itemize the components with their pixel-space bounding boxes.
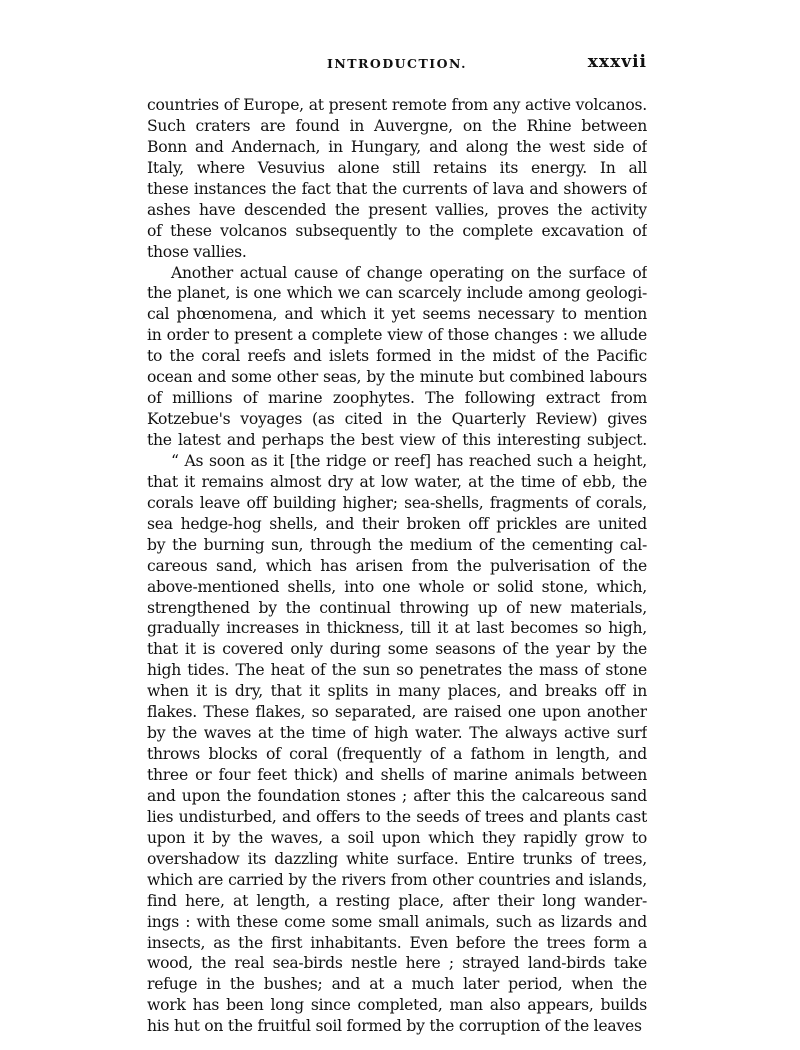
text-line: work has been long since completed, man also appears, builds xyxy=(147,996,647,1015)
text-line: strengthened by the continual throwing up of new materials, xyxy=(147,598,647,617)
text-line: by the burning sun, through the medium of the cementing cal- xyxy=(147,535,647,554)
text-line: countries of Europe, at present remote from any active volcanos. xyxy=(147,96,647,114)
text-line: ashes have descended the present vallies, proves the activity xyxy=(147,200,647,219)
text-line: flakes. These flakes, so separated, are raised one upon another xyxy=(147,703,647,722)
text-line: three or four feet thick) and shells of marine animals between xyxy=(147,766,647,784)
text-line: lies undisturbed, and offers to the seeds of trees and plants cast xyxy=(147,807,647,826)
text-line: sea hedge-hog shells, and their broken off prickles are united xyxy=(147,514,647,533)
text-line: corals leave off building higher; sea-shells, fragments of corals, xyxy=(147,493,647,512)
text-line: these instances the fact that the currents of lava and showers of xyxy=(147,179,647,198)
text-line: that it is covered only during some seasons of the year by the xyxy=(147,640,647,659)
text-line: of these volcanos subsequently to the complete excavation of xyxy=(147,221,647,240)
text-line: Bonn and Andernach, in Hungary, and along the west side of xyxy=(147,137,647,156)
text-line: Italy, where Vesuvius alone still retains its energy. In all xyxy=(147,158,647,177)
text-line: to the coral reefs and islets formed in the midst of the Pacific xyxy=(147,347,647,366)
text-line: that it remains almost dry at low water, at the time of ebb, the xyxy=(147,472,647,491)
text-line: cal phœnomena, and which it yet seems necessary to mention xyxy=(147,305,647,324)
text-line: gradually increases in thickness, till it at last becomes so high, xyxy=(147,619,647,638)
text-line: in order to present a complete view of those changes : we allude xyxy=(147,326,647,345)
text-line: the planet, is one which we can scarcely include among geologi- xyxy=(147,284,647,303)
text-line: wood, the real sea-birds nestle here ; strayed land-birds take xyxy=(147,954,647,973)
text-line: when it is dry, that it splits in many places, and breaks off in xyxy=(147,682,647,701)
page-number: xxxvii xyxy=(587,52,647,72)
text-line: Such craters are found in Auvergne, on the Rhine between xyxy=(147,116,647,135)
text-line: ings : with these come some small animals, such as lizards and xyxy=(147,912,647,931)
text-line: refuge in the bushes; and at a much later period, when the xyxy=(147,975,647,994)
running-head xyxy=(147,52,647,80)
text-line: Another actual cause of change operating on the surface of xyxy=(171,263,647,282)
text-line: of millions of marine zoophytes. The following extract from xyxy=(147,389,647,408)
text-line: his hut on the fruitful soil formed by the corruption of the leaves xyxy=(147,1017,642,1036)
text-line: upon it by the waves, a soil upon which they rapidly grow to xyxy=(147,828,647,847)
text-line: insects, as the first inhabitants. Even before the trees form a xyxy=(147,933,647,952)
text-line: overshadow its dazzling white surface. Entire trunks of trees, xyxy=(147,849,647,868)
text-line: above-mentioned shells, into one whole or solid stone, which, xyxy=(147,577,647,596)
text-line: the latest and perhaps the best view of this interesting subject. xyxy=(147,431,647,449)
text-line: which are carried by the rivers from other countries and islands, xyxy=(147,870,647,889)
text-line: those vallies. xyxy=(147,242,247,261)
text-line: and upon the foundation stones ; after this the calcareous sand xyxy=(147,786,647,805)
text-line: find here, at length, a resting place, after their long wander- xyxy=(147,891,647,910)
text-line: ocean and some other seas, by the minute but combined labours xyxy=(147,368,647,387)
text-line: Kotzebue's voyages (as cited in the Quarterly Review) gives xyxy=(147,410,647,429)
text-line: high tides. The heat of the sun so penetrates the mass of stone xyxy=(147,661,647,680)
body-text xyxy=(147,95,647,1037)
running-head-title: INTRODUCTION. xyxy=(326,56,468,71)
text-line: “ As soon as it [the ridge or reef] has reached such a height, xyxy=(171,451,647,470)
text-line: by the waves at the time of high water. The always active surf xyxy=(147,724,647,743)
text-line: careous sand, which has arisen from the pulverisation of the xyxy=(147,556,647,575)
text-line: throws blocks of coral (frequently of a fathom in length, and xyxy=(147,745,647,764)
